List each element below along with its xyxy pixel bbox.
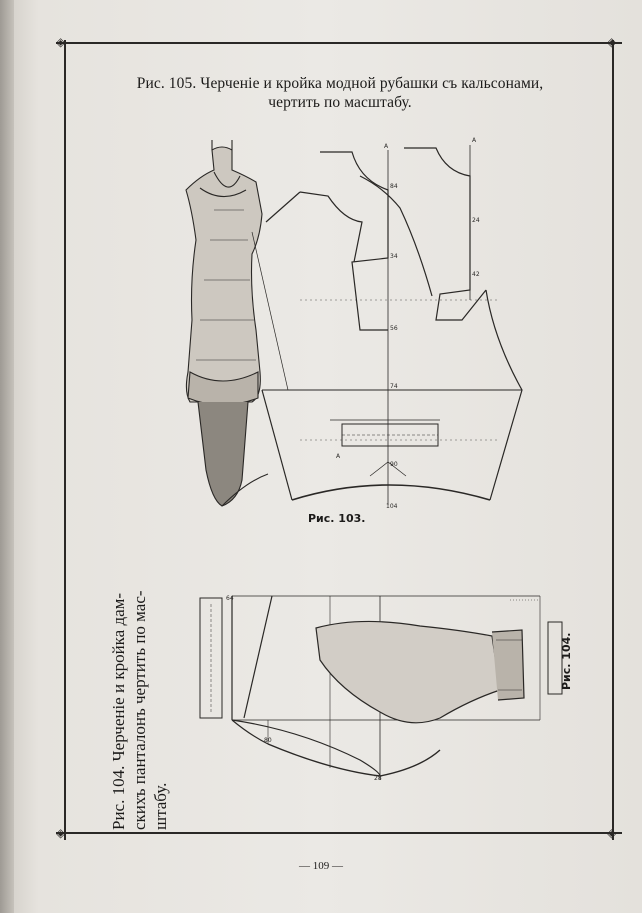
point-label: 24 [472, 217, 480, 224]
point-label: 56 [390, 325, 398, 332]
point-label: 34 [390, 253, 398, 260]
figure-104-title-line-2: скихъ панталонъ чертить по мас- [130, 590, 149, 830]
figure-104-caption: Рис. 104. [560, 632, 573, 690]
point-label: 80 [264, 737, 272, 744]
point-label: 74 [390, 383, 398, 390]
point-label: 64 [226, 595, 234, 602]
dress-form-illustration [186, 140, 268, 506]
figure-104-title-line-3: штабу. [151, 782, 170, 830]
point-label: 90 [390, 461, 398, 468]
frame-corner-ornament-icon: ◈ [607, 35, 617, 49]
frame-corner-ornament-icon: ◈ [607, 826, 617, 840]
figure-103-caption: Рис. 103. [308, 512, 366, 525]
point-label: 84 [390, 183, 398, 190]
frame-corner-ornament-icon: ◈ [56, 826, 66, 840]
point-label: A [336, 453, 341, 460]
figure-105-title-line-1: Рис. 105. Черченіе и кройка модной рубашки съ кальсонами, [136, 75, 544, 92]
point-label: 28 [374, 775, 382, 782]
frame-corner-ornament-icon: ◈ [56, 35, 66, 49]
point-label: A [384, 143, 389, 150]
figure-104-title [108, 530, 171, 830]
chemise-pattern-draft [252, 145, 522, 505]
figure-104-title-line-1: Рис. 104. Черченіе и кройка дам- [109, 592, 128, 830]
point-label: A [472, 137, 477, 144]
drawers-pattern-draft [200, 596, 562, 780]
point-label: 104 [386, 503, 398, 510]
figure-105-title-line-2: чертить по масштабу. [268, 94, 412, 111]
point-label: 42 [472, 271, 480, 278]
page-number: — 109 — [299, 860, 343, 872]
